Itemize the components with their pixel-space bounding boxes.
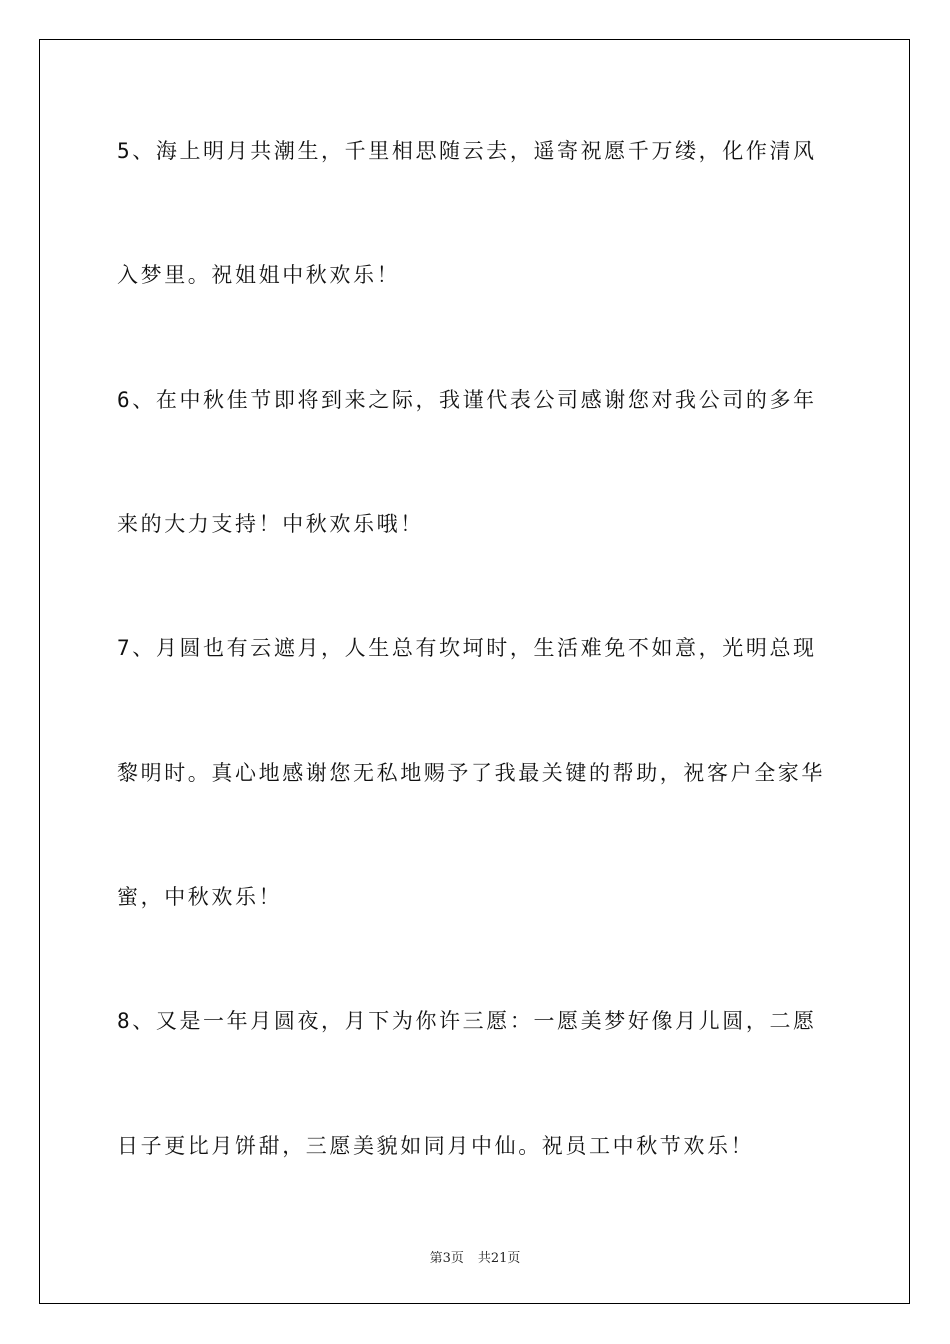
text-line-9: 日子更比月饼甜，三愿美貌如同月中仙。祝员工中秋节欢乐！ (117, 1134, 755, 1158)
text-line-2: 入梦里。祝姐姐中秋欢乐！ (117, 263, 401, 287)
text-line-3: 6、在中秋佳节即将到来之际，我谨代表公司感谢您对我公司的多年 (117, 388, 817, 412)
total-pages: 共21页 (477, 1251, 521, 1266)
current-page-number: 第3页 (429, 1251, 464, 1266)
text-line-7: 蜜，中秋欢乐！ (117, 885, 283, 909)
text-line-5: 7、月圆也有云遮月，人生总有坎坷时，生活难免不如意，光明总现 (117, 636, 817, 660)
text-line-6: 黎明时。真心地感谢您无私地赐予了我最关键的帮助，祝客户全家华 (117, 761, 825, 785)
page-footer (0, 1247, 950, 1266)
text-line-1: 5、海上明月共潮生，千里相思随云去，遥寄祝愿千万缕，化作清风 (117, 139, 817, 163)
text-line-4: 来的大力支持！中秋欢乐哦！ (117, 512, 424, 536)
page-border (39, 39, 910, 1304)
text-line-8: 8、又是一年月圆夜，月下为你许三愿：一愿美梦好像月儿圆，二愿 (117, 1009, 817, 1033)
